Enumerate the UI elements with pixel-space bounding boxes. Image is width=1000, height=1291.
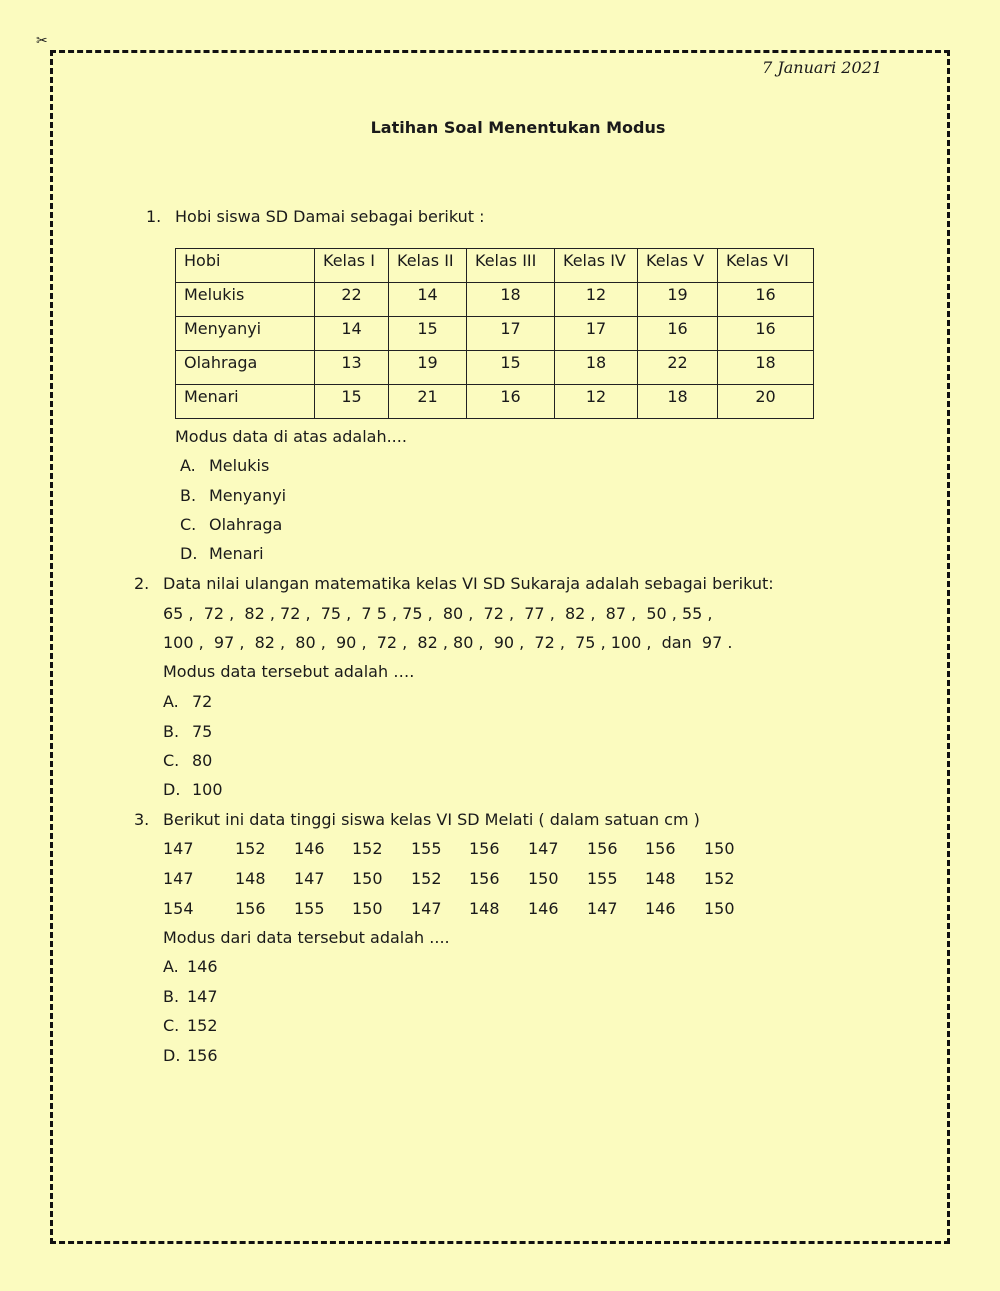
table-header-cell: Kelas IV [555,249,638,283]
q2-number: 2. [134,574,150,593]
table-cell: Menyanyi [176,317,315,351]
q3-value: 156 [469,839,500,858]
q3-option-text: 152 [187,1016,218,1035]
table-cell: 18 [638,385,718,419]
table-cell: Melukis [176,283,315,317]
q1-prompt: Modus data di atas adalah.... [175,427,407,446]
q1-option-letter: C. [180,515,197,534]
q3-value: 147 [411,899,442,918]
q3-value: 152 [235,839,266,858]
table-cell: 19 [389,351,467,385]
page-title: Latihan Soal Menentukan Modus [370,118,666,137]
table-header-cell: Kelas II [389,249,467,283]
table-cell: 12 [555,283,638,317]
q3-value: 150 [704,839,735,858]
table-cell: 19 [638,283,718,317]
q3-value: 148 [645,869,676,888]
q3-option-text: 147 [187,987,218,1006]
q2-text: Data nilai ulangan matematika kelas VI SD Sukaraja adalah sebagai berikut: [163,574,774,593]
table-cell: 17 [555,317,638,351]
q3-value: 146 [528,899,559,918]
table-header-cell: Kelas III [467,249,555,283]
q1-option-letter: D. [180,544,198,563]
q3-option-letter: A. [163,957,179,976]
q1-option-text: Menari [209,544,264,563]
q3-value: 154 [163,899,194,918]
table-cell: 12 [555,385,638,419]
q2-option-text: 72 [192,692,213,711]
table-cell: 15 [315,385,389,419]
q3-value: 150 [528,869,559,888]
q3-value: 150 [352,869,383,888]
table-row [176,351,814,385]
q3-value: 152 [411,869,442,888]
q3-value: 155 [587,869,618,888]
q3-value: 156 [587,839,618,858]
q3-number: 3. [134,810,150,829]
q3-value: 152 [352,839,383,858]
q3-option-letter: C. [163,1016,180,1035]
q2-option-letter: C. [163,751,180,770]
scissors-icon: ✂ [36,33,48,49]
q1-text: Hobi siswa SD Damai sebagai berikut : [175,207,485,226]
hobi-table [175,248,814,419]
q2-option-letter: D. [163,780,181,799]
table-row [176,317,814,351]
q3-value: 150 [352,899,383,918]
table-cell: Menari [176,385,315,419]
table-header-cell: Hobi [176,249,315,283]
table-cell: 14 [389,283,467,317]
q1-option-letter: A. [180,456,196,475]
q3-value: 147 [528,839,559,858]
table-cell: 18 [555,351,638,385]
table-cell: 21 [389,385,467,419]
table-header-cell: Kelas VI [718,249,814,283]
table-header-cell: Kelas I [315,249,389,283]
q2-option-text: 75 [192,722,213,741]
table-cell: 22 [638,351,718,385]
table-cell: 15 [389,317,467,351]
q1-number: 1. [146,207,162,226]
q3-prompt: Modus dari data tersebut adalah .... [163,928,450,947]
table-cell: 17 [467,317,555,351]
q3-value: 152 [704,869,735,888]
q3-value: 146 [645,899,676,918]
q2-option-letter: B. [163,722,180,741]
table-header-row [176,249,814,283]
table-cell: 16 [718,283,814,317]
table-cell: 22 [315,283,389,317]
q2-option-letter: A. [163,692,179,711]
table-cell: 16 [467,385,555,419]
q2-data-line-2: 100 , 97 , 82 , 80 , 90 , 72 , 82 , 80 , 90 , 72 , 75 , 100 , dan 97 . [163,633,733,652]
table-cell: 16 [638,317,718,351]
table-cell: Olahraga [176,351,315,385]
q3-value: 147 [163,869,194,888]
q3-value: 147 [163,839,194,858]
q3-value: 156 [469,869,500,888]
q3-value: 156 [235,899,266,918]
q2-prompt: Modus data tersebut adalah …. [163,662,415,681]
table-cell: 20 [718,385,814,419]
table-cell: 16 [718,317,814,351]
q1-option-text: Menyanyi [209,486,287,505]
q3-value: 155 [294,899,325,918]
q3-option-text: 156 [187,1046,218,1065]
q3-value: 148 [469,899,500,918]
table-cell: 15 [467,351,555,385]
q3-value: 146 [294,839,325,858]
table-row [176,385,814,419]
table-header-cell: Kelas V [638,249,718,283]
q2-data-line-1: 65 , 72 , 82 , 72 , 75 , 7 5 , 75 , 80 , 72 , 77 , 82 , 87 , 50 , 55 , [163,604,713,623]
q3-value: 147 [587,899,618,918]
q1-option-text: Melukis [209,456,270,475]
table-cell: 18 [467,283,555,317]
q3-value: 150 [704,899,735,918]
q2-option-text: 80 [192,751,213,770]
q3-text: Berikut ini data tinggi siswa kelas VI SD Melati ( dalam satuan cm ) [163,810,700,829]
table-cell: 14 [315,317,389,351]
q1-option-letter: B. [180,486,197,505]
q3-value: 156 [645,839,676,858]
table-cell: 13 [315,351,389,385]
q3-option-text: 146 [187,957,218,976]
table-cell: 18 [718,351,814,385]
q2-option-text: 100 [192,780,223,799]
q3-option-letter: B. [163,987,180,1006]
worksheet-date: 7 Januari 2021 [762,58,882,77]
q3-value: 148 [235,869,266,888]
q1-option-text: Olahraga [209,515,283,534]
q3-value: 147 [294,869,325,888]
table-row [176,283,814,317]
q3-option-letter: D. [163,1046,181,1065]
q3-value: 155 [411,839,442,858]
